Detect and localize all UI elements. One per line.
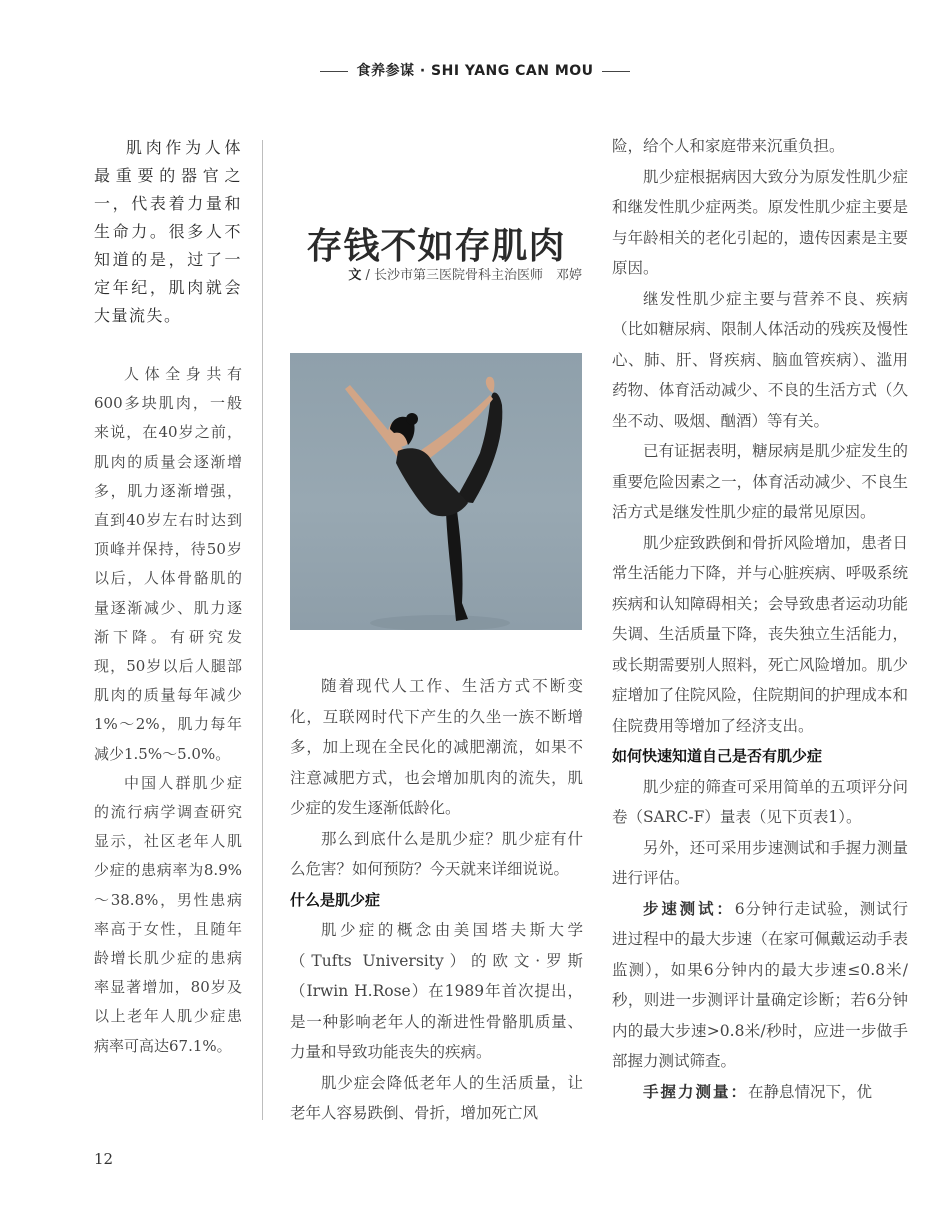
dancer-pose-illustration	[290, 353, 582, 630]
header-rule-left	[320, 71, 348, 72]
col3-paragraph-3: 已有证据表明，糖尿病是肌少症发生的重要危险因素之一，体育活动减少、不良生活方式是继发性肌少症的最常见原因。	[612, 442, 908, 521]
grip-strength-label: 手握力测量：	[643, 1081, 749, 1101]
col3-paragraph-4: 肌少症致跌倒和骨折风险增加，患者日常生活能力下降，并与心脏疾病、呼吸系统疾病和认知障碍相关；会导致患者运动功能失调、生活质量下降，丧失独立生活能力，或长期需要别人照料，死亡风险增加。肌少症增加了住院风险，住院期间的护理成本和住院费用等增加了经济支出。	[612, 533, 908, 735]
header-rule-right	[602, 71, 630, 72]
col3-paragraph-5: 肌少症的筛查可采用简单的五项评分问卷（SARC-F）量表（见下页表1）。	[612, 777, 908, 826]
col3-continuation: 险，给个人和家庭带来沉重负担。	[612, 137, 845, 155]
gait-speed-text: 6分钟行走试验，测试行进过程中的最大步速（在家可佩戴运动手表监测），如果6分钟内的最大步速≤0.8米/秒，则进一步测评计量确定诊断；若6分钟内的最大步速>0.8米/秒时，应进一步做手部握力测试筛查。	[612, 899, 908, 1070]
byline-prefix: 文	[348, 268, 362, 283]
intro-blurb: 肌肉作为人体最重要的器官之一，代表着力量和生命力。很多人不知道的是，过了一定年纪，肌肉就会大量流失。	[94, 138, 242, 325]
col3-paragraph-6: 另外，还可采用步速测试和手握力测量进行评估。	[612, 838, 908, 887]
col3-paragraph-1: 肌少症根据病因大致分为原发性肌少症和继发性肌少症两类。原发性肌少症主要是与年龄相关的老化引起的，遗传因素是主要原因。	[612, 167, 908, 277]
byline-author: / 长沙市第三医院骨科主治医师 邓婷	[361, 268, 582, 283]
yoga-photo	[290, 353, 582, 630]
grip-strength-text: 在静息情况下，优	[748, 1082, 873, 1101]
col1-paragraph-1: 人体全身共有600多块肌肉，一般来说，在40岁之前，肌肉的质量会逐渐增多，肌力逐渐增强，直到40岁左右时达到顶峰并保持，待50岁以后，人体骨骼肌的量逐渐减少、肌力逐渐下降。有研究发现，50岁以后人腿部肌肉的质量每年减少1%～2%，肌力每年减少1.5%～5.0%。	[94, 365, 242, 763]
col2-paragraph-4: 肌少症会降低老年人的生活质量，让老年人容易跌倒、骨折，增加死亡风	[290, 1073, 583, 1122]
column-divider	[262, 140, 263, 1120]
col3-paragraph-2: 继发性肌少症主要与营养不良、疾病（比如糖尿病、限制人体活动的残疾及慢性心、肺、肝、肾疾病、脑血管疾病）、滥用药物、体育活动减少、不良的生活方式（久坐不动、吸烟、酗酒）等有关。	[612, 289, 908, 430]
column-1	[94, 360, 242, 1061]
col3-grip-strength-test	[612, 1077, 908, 1108]
col2-paragraph-1: 随着现代人工作、生活方式不断变化，互联网时代下产生的久坐一族不断增多，加上现在全民化的减肥潮流，如果不注意减肥方式，也会增加肌肉的流失，肌少症的发生逐渐低龄化。	[290, 677, 583, 817]
col2-paragraph-3: 肌少症的概念由美国塔夫斯大学（Tufts University）的欧文·罗斯（Irwin H.Rose）在1989年首次提出，是一种影响老年人的渐进性骨骼肌质量、力量和导致功能丧失的疾病。	[290, 921, 583, 1061]
section-heading-what-is: 什么是肌少症	[290, 890, 381, 909]
column-3	[612, 131, 908, 1107]
gait-speed-label: 步速测试：	[643, 898, 735, 918]
col2-paragraph-2: 那么到底什么是肌少症？肌少症有什么危害？如何预防？今天就来详细说说。	[290, 829, 583, 878]
page-number: 12	[94, 1150, 114, 1168]
article-byline	[290, 264, 582, 283]
column-2	[290, 671, 583, 1129]
section-heading-screening: 如何快速知道自己是否有肌少症	[612, 747, 823, 765]
col1-paragraph-2: 中国人群肌少症的流行病学调查研究显示，社区老年人肌少症的患病率为8.9%～38.8%，男性患病率高于女性，且随年龄增长肌少症的患病率显著增加，80岁及以上老年人肌少症患病率可高达67.1%。	[94, 773, 242, 1055]
article-title: 存钱不如存肌肉	[306, 225, 566, 267]
col3-gait-speed-test	[612, 894, 908, 1077]
header-text: 食养参谋 · SHI YANG CAN MOU	[356, 63, 594, 79]
running-header	[0, 60, 950, 80]
